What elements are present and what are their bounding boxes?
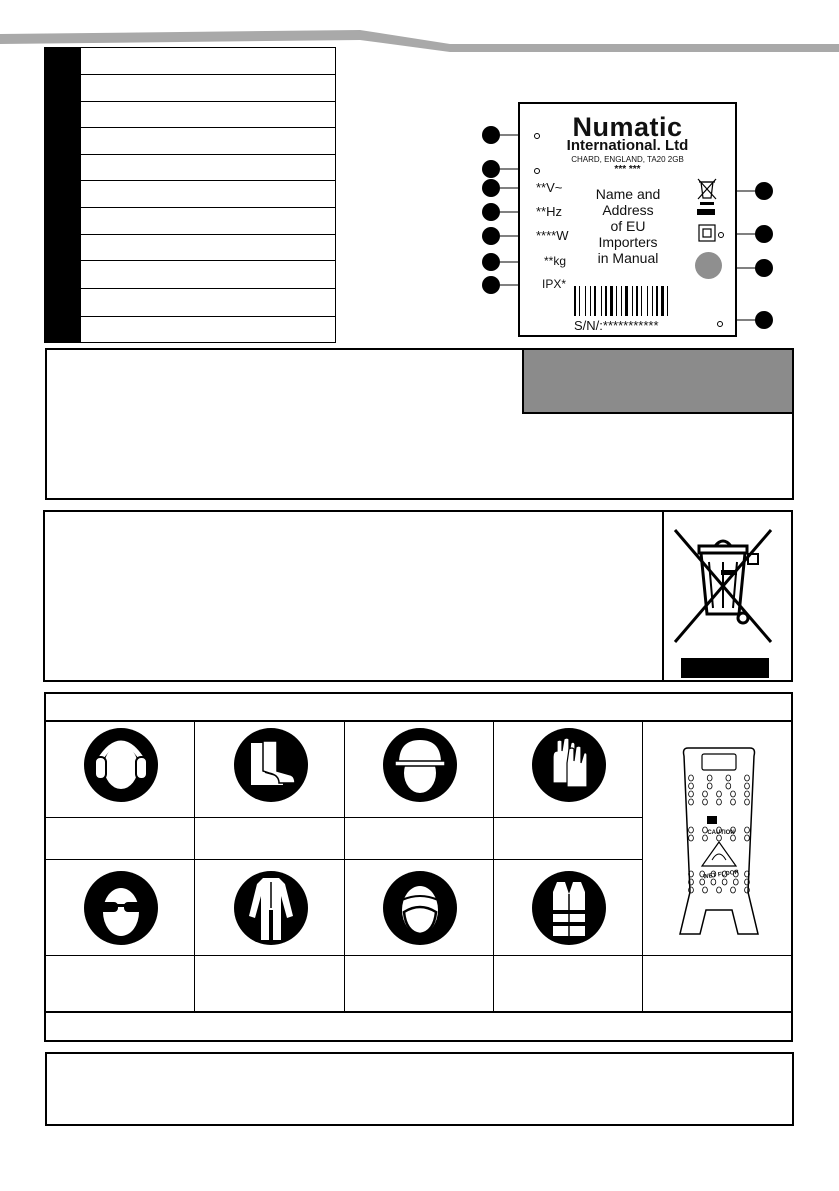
grey-header-block bbox=[522, 350, 792, 414]
weight-label: **kg bbox=[544, 254, 567, 268]
callout-pin bbox=[717, 321, 723, 327]
spec-row bbox=[81, 127, 335, 128]
plate-code: *** *** bbox=[614, 164, 641, 175]
callout-pin bbox=[534, 133, 540, 139]
class-ii-icon bbox=[698, 224, 716, 242]
company-address: CHARD, ENGLAND, TA20 2GB bbox=[571, 155, 684, 164]
protective-suit-icon bbox=[233, 870, 309, 946]
spec-row bbox=[81, 101, 335, 102]
spec-row bbox=[81, 207, 335, 208]
safety-gloves-icon bbox=[531, 727, 607, 803]
spec-row bbox=[81, 74, 335, 75]
ppe-label-cell bbox=[46, 956, 195, 1012]
ppe-footer-divider bbox=[46, 1012, 791, 1013]
barcode-bar bbox=[667, 286, 668, 316]
barcode bbox=[574, 286, 680, 316]
weee-bin-icon bbox=[696, 178, 718, 206]
weee-bin-icon bbox=[669, 522, 779, 682]
power-label: ****W bbox=[536, 228, 569, 243]
barcode-bar bbox=[601, 286, 602, 316]
spec-row bbox=[81, 316, 335, 317]
ppe-label-cell bbox=[195, 956, 345, 1012]
certification-mark-icon bbox=[695, 252, 722, 279]
ppe-label-cell bbox=[494, 956, 643, 1012]
barcode-bar bbox=[641, 286, 642, 316]
safety-boots-icon bbox=[233, 727, 309, 803]
ppe-label-cell bbox=[494, 818, 643, 860]
spec-row bbox=[81, 154, 335, 155]
ppe-label-cell bbox=[195, 818, 345, 860]
spec-table-number-strip bbox=[45, 48, 81, 342]
callout-pin bbox=[534, 168, 540, 174]
wet-floor-sign-icon bbox=[678, 742, 760, 942]
hard-hat-icon bbox=[382, 727, 458, 803]
sign-wet-floor-text: WET FLOOR bbox=[702, 869, 740, 881]
barcode-bar bbox=[605, 286, 607, 316]
spec-row bbox=[81, 180, 335, 181]
importer-line: Name and bbox=[595, 186, 661, 202]
barcode-bar bbox=[621, 286, 622, 316]
info-panel bbox=[45, 348, 794, 500]
barcode-bar bbox=[661, 286, 664, 316]
barcode-bar bbox=[656, 286, 658, 316]
barcode-bar bbox=[616, 286, 617, 316]
note-panel bbox=[45, 1052, 794, 1126]
importer-line: in Manual bbox=[597, 250, 659, 266]
spec-row bbox=[81, 260, 335, 261]
barcode-bar bbox=[590, 286, 591, 316]
callout-pin bbox=[718, 232, 724, 238]
importer-line: Importers bbox=[598, 234, 658, 250]
barcode-bar bbox=[636, 286, 638, 316]
spec-table bbox=[44, 47, 336, 343]
ppe-panel bbox=[44, 692, 793, 1042]
barcode-bar bbox=[610, 286, 613, 316]
barcode-bar bbox=[574, 286, 576, 316]
sign-label-cell bbox=[643, 956, 791, 1012]
weee-bar bbox=[697, 209, 715, 215]
importer-line: Address bbox=[602, 202, 654, 218]
ear-protection-icon bbox=[83, 727, 159, 803]
ip-rating-label: IPX* bbox=[542, 277, 567, 291]
serial-number: S/N/:*********** bbox=[574, 318, 659, 333]
importer-note bbox=[578, 186, 678, 266]
spec-row bbox=[81, 288, 335, 289]
barcode-bar bbox=[594, 286, 596, 316]
barcode-bar bbox=[652, 286, 653, 316]
ppe-label-cell bbox=[46, 818, 195, 860]
hi-vis-vest-icon bbox=[531, 870, 607, 946]
spec-row bbox=[81, 234, 335, 235]
eye-protection-icon bbox=[83, 870, 159, 946]
ppe-label-cell bbox=[345, 956, 494, 1012]
ppe-label-cell bbox=[345, 818, 494, 860]
voltage-label: **V~ bbox=[536, 180, 563, 195]
rating-plate bbox=[518, 102, 737, 337]
face-mask-icon bbox=[382, 870, 458, 946]
importer-line: of EU bbox=[610, 218, 646, 234]
frequency-label: **Hz bbox=[536, 204, 563, 219]
company-name: International. Ltd bbox=[566, 137, 689, 154]
barcode-bar bbox=[579, 286, 580, 316]
sign-caution-text: CAUTION bbox=[707, 830, 735, 836]
barcode-bar bbox=[585, 286, 586, 316]
disposal-panel bbox=[43, 510, 793, 682]
barcode-bar bbox=[647, 286, 648, 316]
barcode-bar bbox=[632, 286, 633, 316]
brand-name: Numatic bbox=[572, 112, 683, 142]
panel-divider bbox=[662, 512, 664, 680]
barcode-bar bbox=[625, 286, 628, 316]
